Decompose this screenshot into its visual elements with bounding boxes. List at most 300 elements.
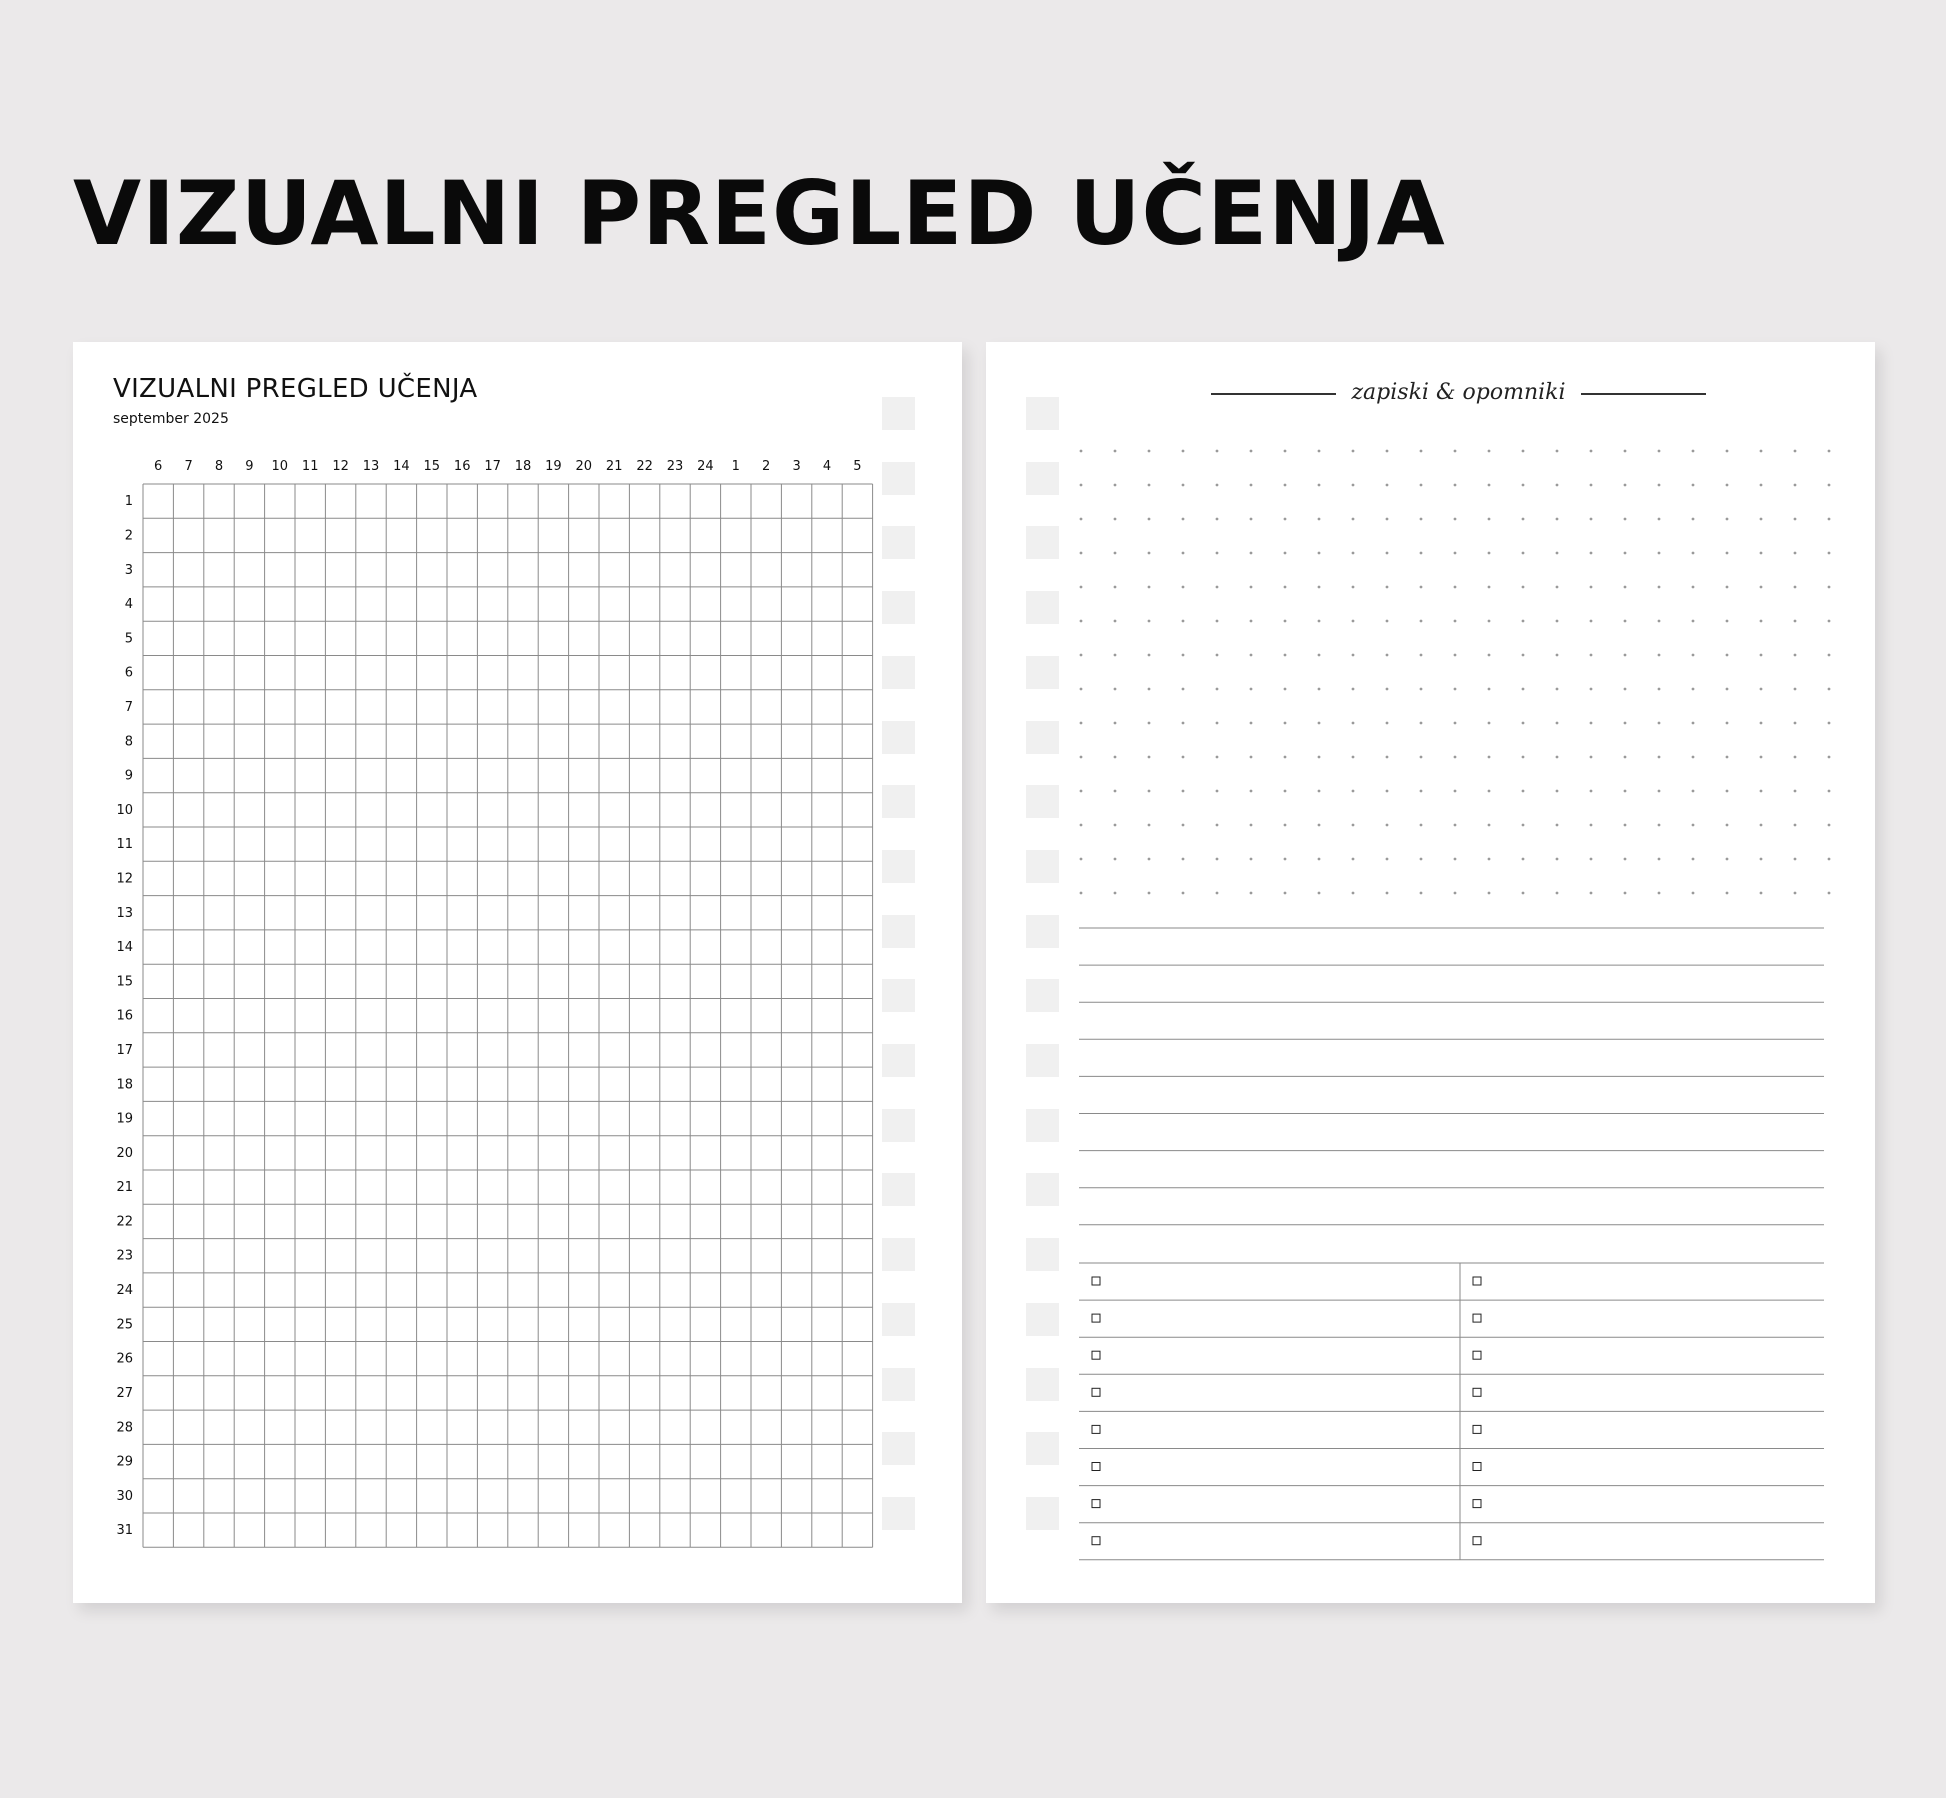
grid-dot xyxy=(1488,858,1491,861)
grid-dot xyxy=(1148,722,1151,725)
grid-dot xyxy=(1352,858,1355,861)
side-tab[interactable] xyxy=(1026,1173,1059,1206)
side-tab[interactable] xyxy=(882,1173,915,1206)
grid-dot xyxy=(1760,654,1763,657)
grid-dot xyxy=(1182,620,1185,623)
grid-dot xyxy=(1352,892,1355,895)
grid-dot xyxy=(1352,790,1355,793)
grid-dot xyxy=(1624,450,1627,453)
side-tab[interactable] xyxy=(882,850,915,883)
grid-dot xyxy=(1488,450,1491,453)
grid-dot xyxy=(1386,552,1389,555)
grid-dot xyxy=(1692,620,1695,623)
grid-dot xyxy=(1318,756,1321,759)
grid-dot xyxy=(1114,654,1117,657)
grid-dot xyxy=(1182,552,1185,555)
grid-dot xyxy=(1114,892,1117,895)
grid-dot xyxy=(1114,688,1117,691)
grid-dot xyxy=(1318,790,1321,793)
grid-dot xyxy=(1250,892,1253,895)
grid-dot xyxy=(1148,620,1151,623)
grid-dot xyxy=(1590,654,1593,657)
side-tab[interactable] xyxy=(882,591,915,624)
grid-dot xyxy=(1182,450,1185,453)
grid-dot xyxy=(1658,654,1661,657)
grid-dot xyxy=(1182,654,1185,657)
grid-dot xyxy=(1624,722,1627,725)
grid-dot xyxy=(1726,688,1729,691)
grid-dot xyxy=(1284,484,1287,487)
grid-dot xyxy=(1794,484,1797,487)
grid-dot xyxy=(1658,790,1661,793)
grid-dot xyxy=(1624,620,1627,623)
grid-dot xyxy=(1624,892,1627,895)
grid-dot xyxy=(1488,518,1491,521)
grid-dot xyxy=(1352,518,1355,521)
grid-dot xyxy=(1318,620,1321,623)
grid-dot xyxy=(1828,620,1831,623)
grid-dot xyxy=(1080,722,1083,725)
notes-area xyxy=(986,342,1875,1603)
grid-dot xyxy=(1454,518,1457,521)
grid-dot xyxy=(1080,552,1083,555)
grid-dot xyxy=(1658,586,1661,589)
checkbox[interactable] xyxy=(1473,1351,1481,1359)
grid-dot xyxy=(1386,586,1389,589)
grid-dot xyxy=(1760,620,1763,623)
checkbox[interactable] xyxy=(1092,1425,1100,1433)
side-tab[interactable] xyxy=(882,1368,915,1401)
side-tab[interactable] xyxy=(1026,850,1059,883)
day-label: 2 xyxy=(124,528,133,544)
side-tab[interactable] xyxy=(1026,1303,1059,1336)
day-label: 13 xyxy=(116,905,133,921)
grid-dot xyxy=(1420,858,1423,861)
grid-dot xyxy=(1114,722,1117,725)
grid-dot xyxy=(1114,586,1117,589)
grid-dot xyxy=(1386,892,1389,895)
day-label: 27 xyxy=(116,1385,133,1401)
grid-dot xyxy=(1216,722,1219,725)
hour-label: 11 xyxy=(301,459,319,474)
day-label: 25 xyxy=(116,1317,133,1333)
grid-dot xyxy=(1284,552,1287,555)
side-tab[interactable] xyxy=(1026,526,1059,559)
grid-dot xyxy=(1216,586,1219,589)
day-label: 31 xyxy=(116,1523,133,1539)
day-label: 11 xyxy=(116,837,133,853)
grid-dot xyxy=(1148,552,1151,555)
grid-dot xyxy=(1318,654,1321,657)
hour-label: 16 xyxy=(453,459,471,474)
day-label: 8 xyxy=(124,734,133,750)
grid-dot xyxy=(1522,620,1525,623)
grid-dot xyxy=(1522,518,1525,521)
grid-dot xyxy=(1114,518,1117,521)
grid-dot xyxy=(1760,722,1763,725)
side-tab[interactable] xyxy=(1026,979,1059,1012)
grid-dot xyxy=(1182,790,1185,793)
grid-dot xyxy=(1386,518,1389,521)
grid-dot xyxy=(1624,756,1627,759)
hour-label: 13 xyxy=(362,459,380,474)
side-tab[interactable] xyxy=(882,915,915,948)
grid-dot xyxy=(1794,620,1797,623)
grid-dot xyxy=(1454,824,1457,827)
grid-dot xyxy=(1148,518,1151,521)
grid-dot xyxy=(1488,688,1491,691)
grid-dot xyxy=(1760,858,1763,861)
day-label: 15 xyxy=(116,974,133,990)
day-label: 28 xyxy=(116,1420,133,1436)
grid-dot xyxy=(1250,484,1253,487)
checkbox[interactable] xyxy=(1092,1388,1100,1396)
grid-dot xyxy=(1284,858,1287,861)
grid-dot xyxy=(1556,722,1559,725)
grid-dot xyxy=(1318,722,1321,725)
grid-dot xyxy=(1692,688,1695,691)
grid-dot xyxy=(1692,654,1695,657)
grid-dot xyxy=(1794,688,1797,691)
hour-label: 6 xyxy=(154,459,163,474)
grid-dot xyxy=(1284,756,1287,759)
side-tab[interactable] xyxy=(882,397,915,430)
grid-dot xyxy=(1454,450,1457,453)
checkbox[interactable] xyxy=(1473,1537,1481,1545)
grid-dot xyxy=(1216,518,1219,521)
grid-dot xyxy=(1250,756,1253,759)
grid-dot xyxy=(1420,892,1423,895)
tracker-grid xyxy=(73,342,962,1603)
grid-dot xyxy=(1386,790,1389,793)
grid-dot xyxy=(1658,892,1661,895)
grid-dot xyxy=(1386,620,1389,623)
grid-dot xyxy=(1114,858,1117,861)
grid-dot xyxy=(1692,756,1695,759)
checkbox[interactable] xyxy=(1473,1463,1481,1471)
checkbox[interactable] xyxy=(1092,1277,1100,1285)
hour-label: 20 xyxy=(575,459,593,474)
hour-label: 12 xyxy=(332,459,349,474)
grid-dot xyxy=(1080,484,1083,487)
side-tab[interactable] xyxy=(1026,1368,1059,1401)
grid-dot xyxy=(1318,892,1321,895)
grid-dot xyxy=(1794,756,1797,759)
grid-dot xyxy=(1828,654,1831,657)
grid-dot xyxy=(1828,892,1831,895)
grid-dot xyxy=(1590,790,1593,793)
grid-dot xyxy=(1148,756,1151,759)
grid-dot xyxy=(1182,892,1185,895)
grid-dot xyxy=(1182,756,1185,759)
grid-dot xyxy=(1352,824,1355,827)
grid-dot xyxy=(1760,892,1763,895)
side-tab[interactable] xyxy=(882,1497,915,1530)
grid-dot xyxy=(1454,586,1457,589)
checkbox[interactable] xyxy=(1092,1500,1100,1508)
grid-dot xyxy=(1216,484,1219,487)
page-title: VIZUALNI PREGLED UČENJA xyxy=(113,374,478,404)
hour-label: 15 xyxy=(423,459,441,474)
grid-dot xyxy=(1250,858,1253,861)
grid-dot xyxy=(1216,450,1219,453)
grid-dot xyxy=(1318,586,1321,589)
grid-dot xyxy=(1556,790,1559,793)
side-tab[interactable] xyxy=(1026,1044,1059,1077)
side-tab[interactable] xyxy=(882,785,915,818)
grid-dot xyxy=(1386,484,1389,487)
grid-dot xyxy=(1488,824,1491,827)
grid-dot xyxy=(1250,722,1253,725)
side-tab[interactable] xyxy=(1026,1432,1059,1465)
grid-dot xyxy=(1216,756,1219,759)
grid-dot xyxy=(1522,892,1525,895)
grid-dot xyxy=(1216,824,1219,827)
grid-dot xyxy=(1420,552,1423,555)
grid-dot xyxy=(1318,484,1321,487)
grid-dot xyxy=(1658,858,1661,861)
grid-dot xyxy=(1454,790,1457,793)
side-tab[interactable] xyxy=(1026,915,1059,948)
grid-dot xyxy=(1318,518,1321,521)
grid-dot xyxy=(1828,484,1831,487)
grid-dot xyxy=(1760,756,1763,759)
side-tab[interactable] xyxy=(1026,721,1059,754)
grid-dot xyxy=(1556,552,1559,555)
grid-dot xyxy=(1114,484,1117,487)
grid-dot xyxy=(1284,450,1287,453)
hour-label: 4 xyxy=(822,459,832,474)
grid-dot xyxy=(1386,824,1389,827)
grid-dot xyxy=(1454,654,1457,657)
grid-dot xyxy=(1080,858,1083,861)
grid-dot xyxy=(1488,620,1491,623)
grid-dot xyxy=(1454,858,1457,861)
grid-dot xyxy=(1454,892,1457,895)
grid-dot xyxy=(1760,790,1763,793)
grid-dot xyxy=(1794,552,1797,555)
grid-dot xyxy=(1556,484,1559,487)
grid-dot xyxy=(1522,552,1525,555)
grid-dot xyxy=(1352,620,1355,623)
day-label: 14 xyxy=(116,940,133,955)
side-tab[interactable] xyxy=(882,979,915,1012)
grid-dot xyxy=(1590,722,1593,725)
grid-dot xyxy=(1624,790,1627,793)
grid-dot xyxy=(1692,484,1695,487)
grid-dot xyxy=(1182,858,1185,861)
side-tab[interactable] xyxy=(882,721,915,754)
day-label: 7 xyxy=(124,699,133,715)
checkbox[interactable] xyxy=(1473,1277,1481,1285)
grid-dot xyxy=(1216,688,1219,691)
checkbox[interactable] xyxy=(1092,1314,1100,1322)
side-tab[interactable] xyxy=(882,1303,915,1336)
side-tab[interactable] xyxy=(882,1432,915,1465)
grid-dot xyxy=(1148,450,1151,453)
hour-label: 17 xyxy=(484,459,501,474)
side-tab[interactable] xyxy=(882,656,915,689)
grid-dot xyxy=(1250,688,1253,691)
checkbox[interactable] xyxy=(1092,1351,1100,1359)
side-tab[interactable] xyxy=(882,1109,915,1142)
grid-dot xyxy=(1658,688,1661,691)
grid-dot xyxy=(1148,858,1151,861)
grid-dot xyxy=(1726,722,1729,725)
grid-dot xyxy=(1590,824,1593,827)
grid-dot xyxy=(1080,518,1083,521)
side-tab[interactable] xyxy=(1026,591,1059,624)
grid-dot xyxy=(1624,586,1627,589)
grid-dot xyxy=(1386,756,1389,759)
grid-dot xyxy=(1488,586,1491,589)
grid-dot xyxy=(1488,654,1491,657)
checkbox[interactable] xyxy=(1473,1388,1481,1396)
grid-dot xyxy=(1794,790,1797,793)
grid-dot xyxy=(1726,654,1729,657)
grid-dot xyxy=(1114,620,1117,623)
day-label: 9 xyxy=(124,768,133,784)
side-tab[interactable] xyxy=(882,526,915,559)
grid-dot xyxy=(1624,654,1627,657)
grid-dot xyxy=(1080,824,1083,827)
notes-title: zapiski & opomniki xyxy=(1351,380,1566,405)
grid-dot xyxy=(1556,518,1559,521)
grid-dot xyxy=(1080,586,1083,589)
checkbox[interactable] xyxy=(1092,1463,1100,1471)
day-label: 19 xyxy=(116,1111,133,1127)
grid-dot xyxy=(1386,450,1389,453)
day-label: 21 xyxy=(116,1180,133,1196)
hour-label: 19 xyxy=(545,459,562,474)
grid-dot xyxy=(1556,756,1559,759)
grid-dot xyxy=(1726,620,1729,623)
grid-dot xyxy=(1692,892,1695,895)
grid-dot xyxy=(1114,756,1117,759)
hour-label: 8 xyxy=(214,459,224,474)
grid-dot xyxy=(1216,552,1219,555)
grid-dot xyxy=(1148,892,1151,895)
side-tab[interactable] xyxy=(882,462,915,495)
side-tab[interactable] xyxy=(1026,656,1059,689)
grid-dot xyxy=(1216,620,1219,623)
grid-dot xyxy=(1658,484,1661,487)
grid-dot xyxy=(1284,824,1287,827)
grid-dot xyxy=(1182,518,1185,521)
grid-dot xyxy=(1828,586,1831,589)
side-tab[interactable] xyxy=(882,1044,915,1077)
grid-dot xyxy=(1522,722,1525,725)
grid-dot xyxy=(1794,586,1797,589)
grid-dot xyxy=(1284,620,1287,623)
grid-dot xyxy=(1794,892,1797,895)
grid-dot xyxy=(1794,824,1797,827)
grid-dot xyxy=(1624,552,1627,555)
grid-dot xyxy=(1420,484,1423,487)
grid-dot xyxy=(1250,790,1253,793)
grid-dot xyxy=(1658,450,1661,453)
grid-dot xyxy=(1658,756,1661,759)
day-label: 10 xyxy=(116,802,133,818)
grid-dot xyxy=(1216,654,1219,657)
grid-dot xyxy=(1250,552,1253,555)
side-tab[interactable] xyxy=(882,1238,915,1271)
side-tab[interactable] xyxy=(1026,1238,1059,1271)
grid-dot xyxy=(1352,484,1355,487)
day-label: 6 xyxy=(124,665,133,681)
hour-label: 1 xyxy=(731,459,740,474)
grid-dot xyxy=(1488,790,1491,793)
grid-dot xyxy=(1522,450,1525,453)
grid-dot xyxy=(1726,518,1729,521)
grid-dot xyxy=(1182,484,1185,487)
grid-dot xyxy=(1420,790,1423,793)
grid-dot xyxy=(1148,790,1151,793)
grid-dot xyxy=(1284,722,1287,725)
grid-dot xyxy=(1522,484,1525,487)
side-tab[interactable] xyxy=(1026,1497,1059,1530)
grid-dot xyxy=(1488,756,1491,759)
checkbox[interactable] xyxy=(1473,1314,1481,1322)
grid-dot xyxy=(1454,552,1457,555)
grid-dot xyxy=(1726,552,1729,555)
grid-dot xyxy=(1624,484,1627,487)
grid-dot xyxy=(1386,858,1389,861)
grid-dot xyxy=(1522,586,1525,589)
grid-dot xyxy=(1692,586,1695,589)
grid-dot xyxy=(1760,484,1763,487)
main-title: VIZUALNI PREGLED UČENJA xyxy=(73,162,1446,265)
grid-dot xyxy=(1556,858,1559,861)
grid-dot xyxy=(1420,586,1423,589)
checkbox[interactable] xyxy=(1092,1537,1100,1545)
grid-dot xyxy=(1182,586,1185,589)
grid-dot xyxy=(1556,892,1559,895)
grid-dot xyxy=(1760,586,1763,589)
grid-dot xyxy=(1760,518,1763,521)
side-tab[interactable] xyxy=(1026,462,1059,495)
grid-dot xyxy=(1556,586,1559,589)
grid-dot xyxy=(1726,756,1729,759)
checkbox[interactable] xyxy=(1473,1500,1481,1508)
grid-dot xyxy=(1760,824,1763,827)
grid-dot xyxy=(1590,892,1593,895)
checkbox[interactable] xyxy=(1473,1425,1481,1433)
grid-dot xyxy=(1284,892,1287,895)
grid-dot xyxy=(1080,450,1083,453)
grid-dot xyxy=(1352,586,1355,589)
grid-dot xyxy=(1250,586,1253,589)
grid-dot xyxy=(1250,824,1253,827)
grid-dot xyxy=(1794,450,1797,453)
hour-label: 7 xyxy=(184,459,193,474)
grid-dot xyxy=(1420,688,1423,691)
grid-dot xyxy=(1352,756,1355,759)
hour-label: 21 xyxy=(605,459,623,474)
grid-dot xyxy=(1420,518,1423,521)
side-tab[interactable] xyxy=(1026,1109,1059,1142)
day-label: 20 xyxy=(116,1145,133,1161)
grid-dot xyxy=(1454,620,1457,623)
day-label: 23 xyxy=(116,1248,133,1264)
grid-dot xyxy=(1590,518,1593,521)
side-tab[interactable] xyxy=(1026,397,1059,430)
grid-dot xyxy=(1386,688,1389,691)
grid-dot xyxy=(1080,688,1083,691)
side-tab[interactable] xyxy=(1026,785,1059,818)
grid-dot xyxy=(1488,722,1491,725)
tracker-page xyxy=(73,342,962,1603)
